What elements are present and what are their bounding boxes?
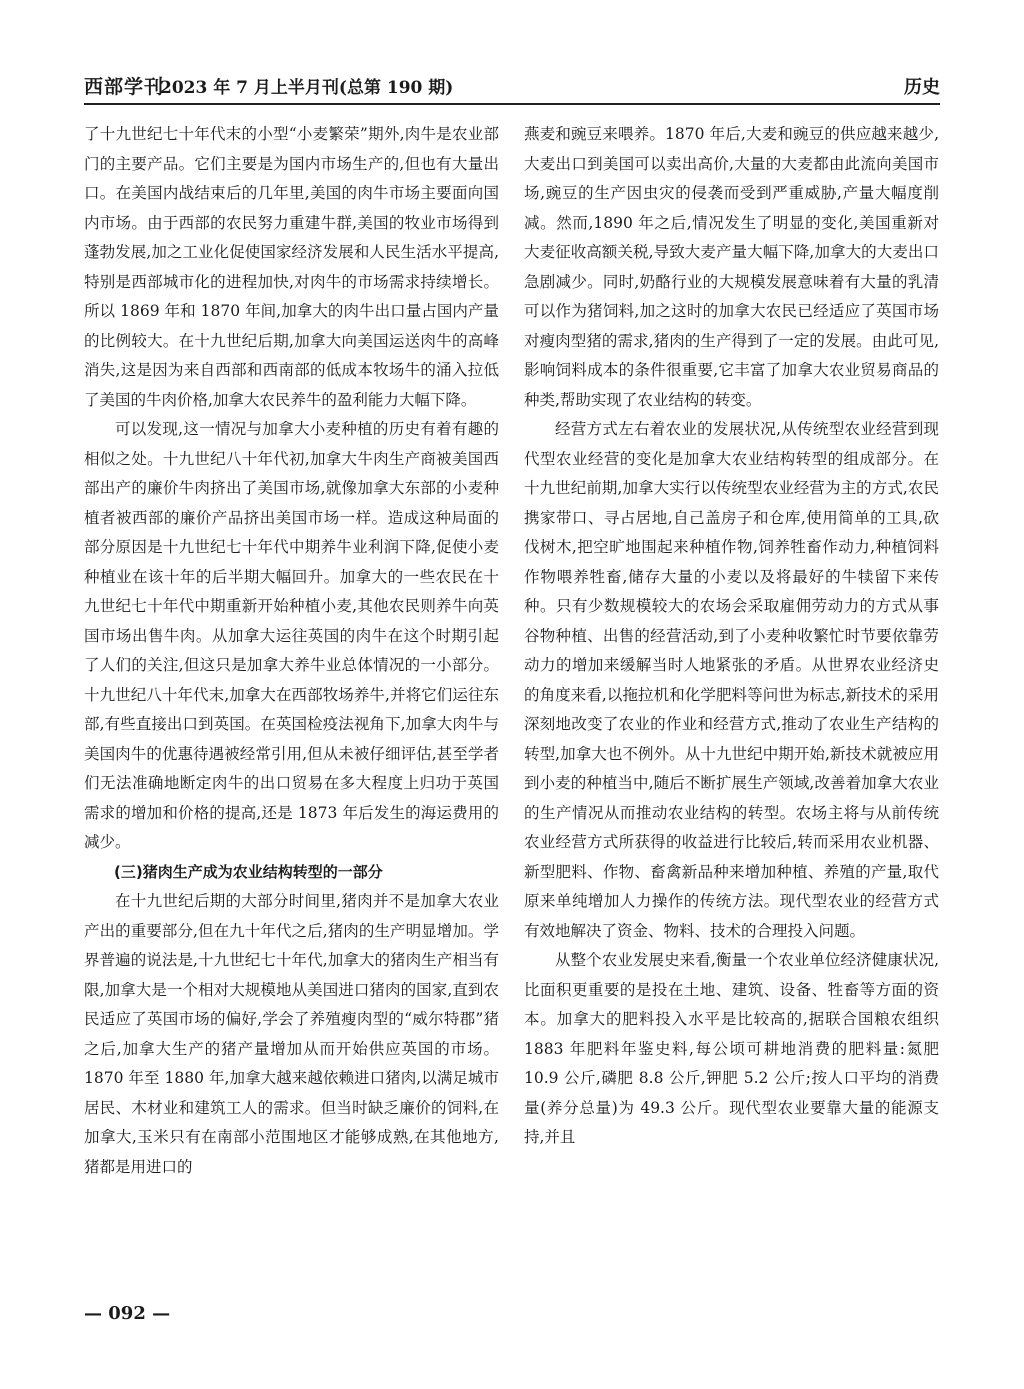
paragraph: 可以发现,这一情况与加拿大小麦种植的历史有着有趣的相似之处。十九世纪八十年代初,加拿大牛肉生产商被美国西部出产的廉价牛肉挤出了美国市场,就像加拿大东部的小麦种植者被西部的廉价产品挤出美国市场一样。造成这种局面的部分原因是十九世纪七十年代中期养牛业利润下降,促使小麦种植业在该十年的后半期大幅回升。加拿大的一些农民在十九世纪七十年代中期重新开始种植小麦,其他农民则养牛向英国市场出售牛肉。从加拿大运往英国的肉牛在这个时期引起了人们的关注,但这只是加拿大养牛业总体情况的一小部分。十九世纪八十年代末,加拿大在西部牧场养牛,并将它们运往东部,有些直接出口到英国。在英国检疫法视角下,加拿大肉牛与美国肉牛的优惠待遇被经常引用,但从未被仔细评估,甚至学者们无法准确地断定肉牛的出口贸易在多大程度上归功于英国需求的增加和价格的提高,还是 1873 年后发生的海运费用的减少。	[84, 420, 499, 851]
journal-logo: 西部学刊	[84, 76, 165, 98]
paragraph: 在十九世纪后期的大部分时间里,猪肉并不是加拿大农业产出的重要部分,但在九十年代之后,猪肉的生产明显增加。学界普遍的说法是,十九世纪七十年代,加拿大的猪肉生产相当有限,加拿大是一个相对大规模地从美国进口猪肉的国家,直到农民适应了英国市场的偏好,学会了养殖瘦肉型的“威尔特郡”猪之后,加拿大生产的猪产量增加从而开始供应英国的市场。1870 年至 1880 年,加拿大越来越依赖进口猪肉,以满足城市居民、木材业和建筑工人的需求。但当时缺乏廉价的饲料,在加拿大,玉米只有在南部小范围地区才能够成熟,在其他地方,猪都是用进口的	[84, 892, 499, 1176]
section-subheading: (三)猪肉生产成为农业结构转型的一部分	[114, 862, 383, 881]
paragraph: 经营方式左右着农业的发展状况,从传统型农业经营到现代型农业经营的变化是加拿大农业结构转型的组成部分。在十九世纪前期,加拿大实行以传统型农业经营为主的方式,农民携家带口、寻占居地,自己盖房子和仓库,使用简单的工具,砍伐树木,把空旷地围起来种植作物,饲养牲畜作动力,种植饲料作物喂养牲畜,储存大量的小麦以及将最好的牛犊留下来传种。只有少数规模较大的农场会采取雇佣劳动力的方式从事谷物种植、出售的经营活动,到了小麦种收繁忙时节要依靠劳动力的增加来缓解当时人地紧张的矛盾。从世界农业经济史的角度来看,以拖拉机和化学肥料等问世为标志,新技术的采用深刻地改变了农业的作业和经营方式,推动了农业生产结构的转型,加拿大也不例外。从十九世纪中期开始,新技术就被应用到小麦的种植当中,随后不断扩展生产领域,改善着加拿大农业的生产情况从而推动农业结构的转型。农场主将与从前传统农业经营方式所获得的收益进行比较后,转而采用农业机器、新型肥料、作物、畜禽新品种来增加种植、养殖的产量,取代原来单纯增加人力操作的传统方法。现代型农业的经营方式有效地解决了资金、物料、技术的合理投入问题。	[524, 420, 939, 940]
paragraph: 燕麦和豌豆来喂养。1870 年后,大麦和豌豆的供应越来越少,大麦出口到美国可以卖出高价,大量的大麦都由此流向美国市场,豌豆的生产因虫灾的侵袭而受到严重威胁,产量大幅度削减。然而,1890 年之后,情况发生了明显的变化,美国重新对大麦征收高额关税,导致大麦产量大幅下降,加拿大的大麦出口急剧减少。同时,奶酪行业的大规模发展意味着有大量的乳清可以作为猪饲料,加之这时的加拿大农民已经适应了英国市场对瘦肉型猪的需求,猪肉的生产得到了一定的发展。由此可见,影响饲料成本的条件很重要,它丰富了加拿大农业贸易商品的种类,帮助实现了农业结构的转变。	[524, 125, 939, 409]
section-name: 历史	[904, 77, 940, 98]
right-column	[524, 120, 939, 1153]
page-number: — 092 —	[84, 1303, 171, 1324]
header-rule	[84, 103, 940, 105]
paragraph: 从整个农业发展史来看,衡量一个农业单位经济健康状况,比面积更重要的是投在土地、建筑、设备、牲畜等方面的资本。加拿大的肥料投入水平是比较高的,据联合国粮农组织 1883 年肥料年鉴史料,每公顷可耕地消费的肥料量:氮肥 10.9 公斤,磷肥 8.8 公斤,钾肥 5.2 公斤;按人口平均的消费量(养分总量)为 49.3 公斤。现代型农业要靠大量的能源支持,并且	[524, 951, 939, 1146]
paragraph: 了十九世纪七十年代末的小型“小麦繁荣”期外,肉牛是农业部门的主要产品。它们主要是为国内市场生产的,但也有大量出口。在美国内战结束后的几年里,美国的肉牛市场主要面向国内市场。由于西部的农民努力重建牛群,美国的牧业市场得到蓬勃发展,加之工业化促使国家经济发展和人民生活水平提高,特别是西部城市化的进程加快,对肉牛的市场需求持续增长。所以 1869 年和 1870 年间,加拿大的肉牛出口量占国内产量的比例较大。在十九世纪后期,加拿大向美国运送肉牛的高峰消失,这是因为来自西部和西南部的低成本牧场牛的涌入拉低了美国的牛肉价格,加拿大农民养牛的盈利能力大幅下降。	[84, 125, 499, 409]
issue-info: 2023 年 7 月上半月刊(总第 190 期)	[160, 78, 454, 98]
left-column	[84, 120, 499, 1182]
running-header	[84, 72, 940, 102]
